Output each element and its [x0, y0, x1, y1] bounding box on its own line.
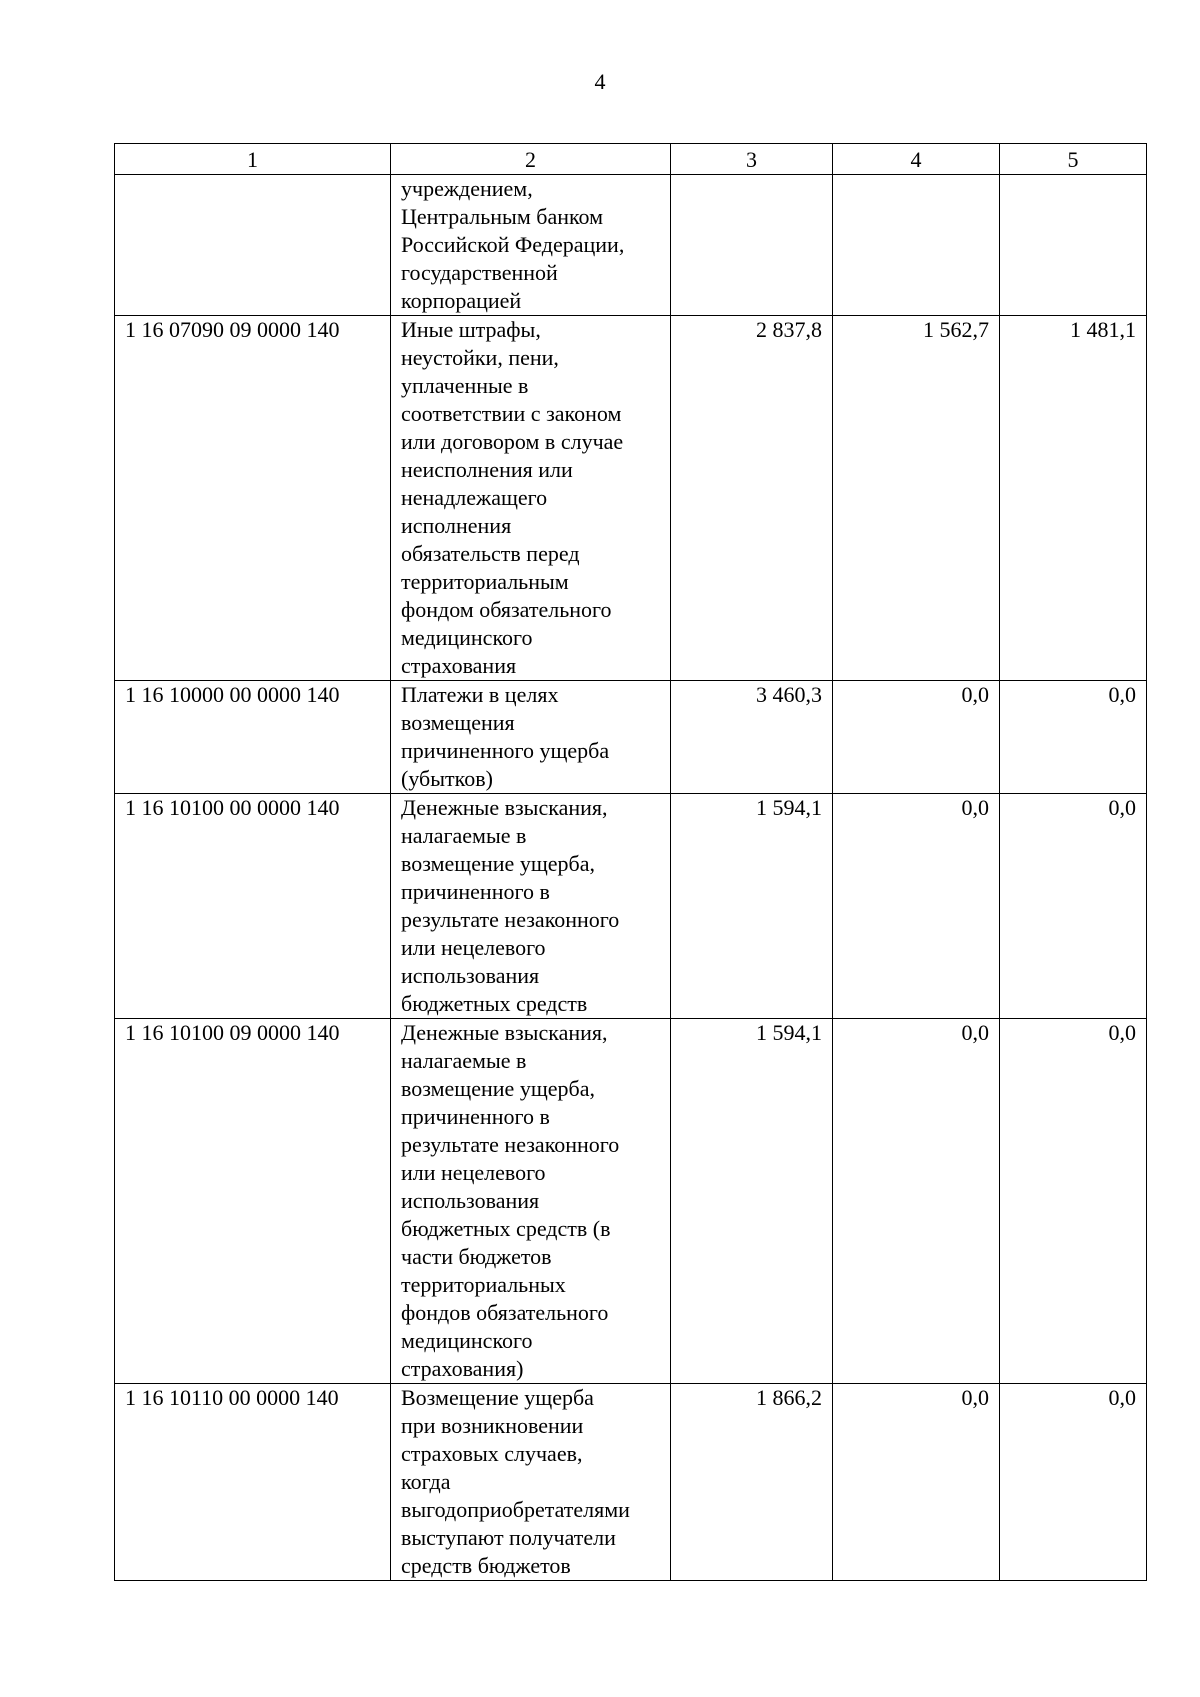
amount-cell-col-5 [1000, 175, 1147, 316]
budget-code-cell: 1 16 10110 00 0000 140 [115, 1384, 391, 1581]
revenue-name-line: (убытков) [401, 766, 493, 791]
budget-code-cell [115, 175, 391, 316]
revenue-name-line: неисполнения или [401, 457, 573, 482]
page-number: 4 [594, 69, 606, 94]
budget-code-cell: 1 16 07090 09 0000 140 [115, 316, 391, 681]
revenue-name-line: налагаемые в [401, 823, 527, 848]
revenue-name-line: результате незаконного [401, 907, 620, 932]
header-col-1: 1 [115, 144, 391, 175]
amount-cell-col-4: 0,0 [833, 1384, 1000, 1581]
amount-cell-col-4: 1 562,7 [833, 316, 1000, 681]
revenue-name-line: фондов обязательного [401, 1300, 609, 1325]
revenue-name-line: или договором в случае [401, 429, 624, 454]
table-row [115, 175, 1147, 316]
revenue-name-line: возмещение ущерба, [401, 851, 595, 876]
revenue-name-line: ненадлежащего [401, 485, 548, 510]
budget-code-cell: 1 16 10100 00 0000 140 [115, 794, 391, 1019]
table-row [115, 316, 1147, 681]
table-body [115, 175, 1147, 1581]
amount-cell-col-5: 0,0 [1000, 681, 1147, 794]
revenue-name-line: территориальных [401, 1272, 566, 1297]
revenue-name-line: бюджетных средств (в [401, 1216, 611, 1241]
amount-cell-col-5: 0,0 [1000, 1019, 1147, 1384]
revenue-name-line: медицинского [401, 625, 533, 650]
revenue-name-line: или нецелевого [401, 1160, 546, 1185]
revenue-name-line: причиненного в [401, 879, 550, 904]
revenue-name-cell [391, 1384, 671, 1581]
revenue-name-line: страхования [401, 653, 517, 678]
revenue-name-line: налагаемые в [401, 1048, 527, 1073]
header-col-4: 4 [833, 144, 1000, 175]
amount-cell-col-4: 0,0 [833, 794, 1000, 1019]
revenue-name-cell [391, 794, 671, 1019]
amount-cell-col-4: 0,0 [833, 681, 1000, 794]
amount-cell-col-4 [833, 175, 1000, 316]
amount-cell-col-3 [671, 175, 833, 316]
revenue-name-cell [391, 316, 671, 681]
revenue-name-line: выгодоприобретателями [401, 1497, 630, 1522]
revenue-name-line: использования [401, 963, 540, 988]
revenue-name-line: территориальным [401, 569, 569, 594]
revenue-name-line: средств бюджетов [401, 1553, 571, 1578]
revenue-name-line: при возникновении [401, 1413, 584, 1438]
revenue-name-line: страхования) [401, 1356, 524, 1381]
table-row [115, 794, 1147, 1019]
revenue-name-line: соответствии с законом [401, 401, 622, 426]
revenue-name-line: возмещения [401, 710, 515, 735]
revenue-name-line: возмещение ущерба, [401, 1076, 595, 1101]
revenue-name-line: обязательств перед [401, 541, 580, 566]
revenue-name-line: фондом обязательного [401, 597, 612, 622]
budget-revenue-table [114, 143, 1147, 1581]
budget-code-cell: 1 16 10100 09 0000 140 [115, 1019, 391, 1384]
revenue-name-cell [391, 175, 671, 316]
revenue-name-line: части бюджетов [401, 1244, 552, 1269]
revenue-name-line: корпорацией [401, 288, 522, 313]
table-row [115, 1019, 1147, 1384]
revenue-name-line: причиненного в [401, 1104, 550, 1129]
revenue-name-line: государственной [401, 260, 558, 285]
amount-cell-col-5: 1 481,1 [1000, 316, 1147, 681]
amount-cell-col-3: 2 837,8 [671, 316, 833, 681]
revenue-name-line: Возмещение ущерба [401, 1385, 594, 1410]
amount-cell-col-3: 1 594,1 [671, 794, 833, 1019]
revenue-name-line: страховых случаев, [401, 1441, 583, 1466]
revenue-name-cell [391, 1019, 671, 1384]
revenue-name-line: медицинского [401, 1328, 533, 1353]
header-col-2: 2 [391, 144, 671, 175]
revenue-name-line: или нецелевого [401, 935, 546, 960]
revenue-name-line: использования [401, 1188, 540, 1213]
revenue-name-line: учреждением, [401, 176, 533, 201]
amount-cell-col-3: 3 460,3 [671, 681, 833, 794]
amount-cell-col-5: 0,0 [1000, 1384, 1147, 1581]
amount-cell-col-3: 1 866,2 [671, 1384, 833, 1581]
budget-code-cell: 1 16 10000 00 0000 140 [115, 681, 391, 794]
table-row [115, 681, 1147, 794]
amount-cell-col-3: 1 594,1 [671, 1019, 833, 1384]
revenue-name-line: выступают получатели [401, 1525, 616, 1550]
revenue-name-cell [391, 681, 671, 794]
revenue-name-line: уплаченные в [401, 373, 529, 398]
revenue-name-line: Иные штрафы, [401, 317, 541, 342]
revenue-name-line: результате незаконного [401, 1132, 620, 1157]
revenue-name-line: Центральным банком [401, 204, 604, 229]
revenue-name-line: исполнения [401, 513, 512, 538]
revenue-name-line: Денежные взыскания, [401, 1020, 608, 1045]
revenue-name-line: Платежи в целях [401, 682, 559, 707]
table-header-row [115, 144, 1147, 175]
revenue-name-line: причиненного ущерба [401, 738, 610, 763]
header-col-5: 5 [1000, 144, 1147, 175]
revenue-name-line: бюджетных средств [401, 991, 588, 1016]
revenue-name-line: когда [401, 1469, 451, 1494]
header-col-3: 3 [671, 144, 833, 175]
revenue-name-line: неустойки, пени, [401, 345, 559, 370]
revenue-name-line: Российской Федерации, [401, 232, 625, 257]
amount-cell-col-4: 0,0 [833, 1019, 1000, 1384]
table-row [115, 1384, 1147, 1581]
amount-cell-col-5: 0,0 [1000, 794, 1147, 1019]
revenue-name-line: Денежные взыскания, [401, 795, 608, 820]
